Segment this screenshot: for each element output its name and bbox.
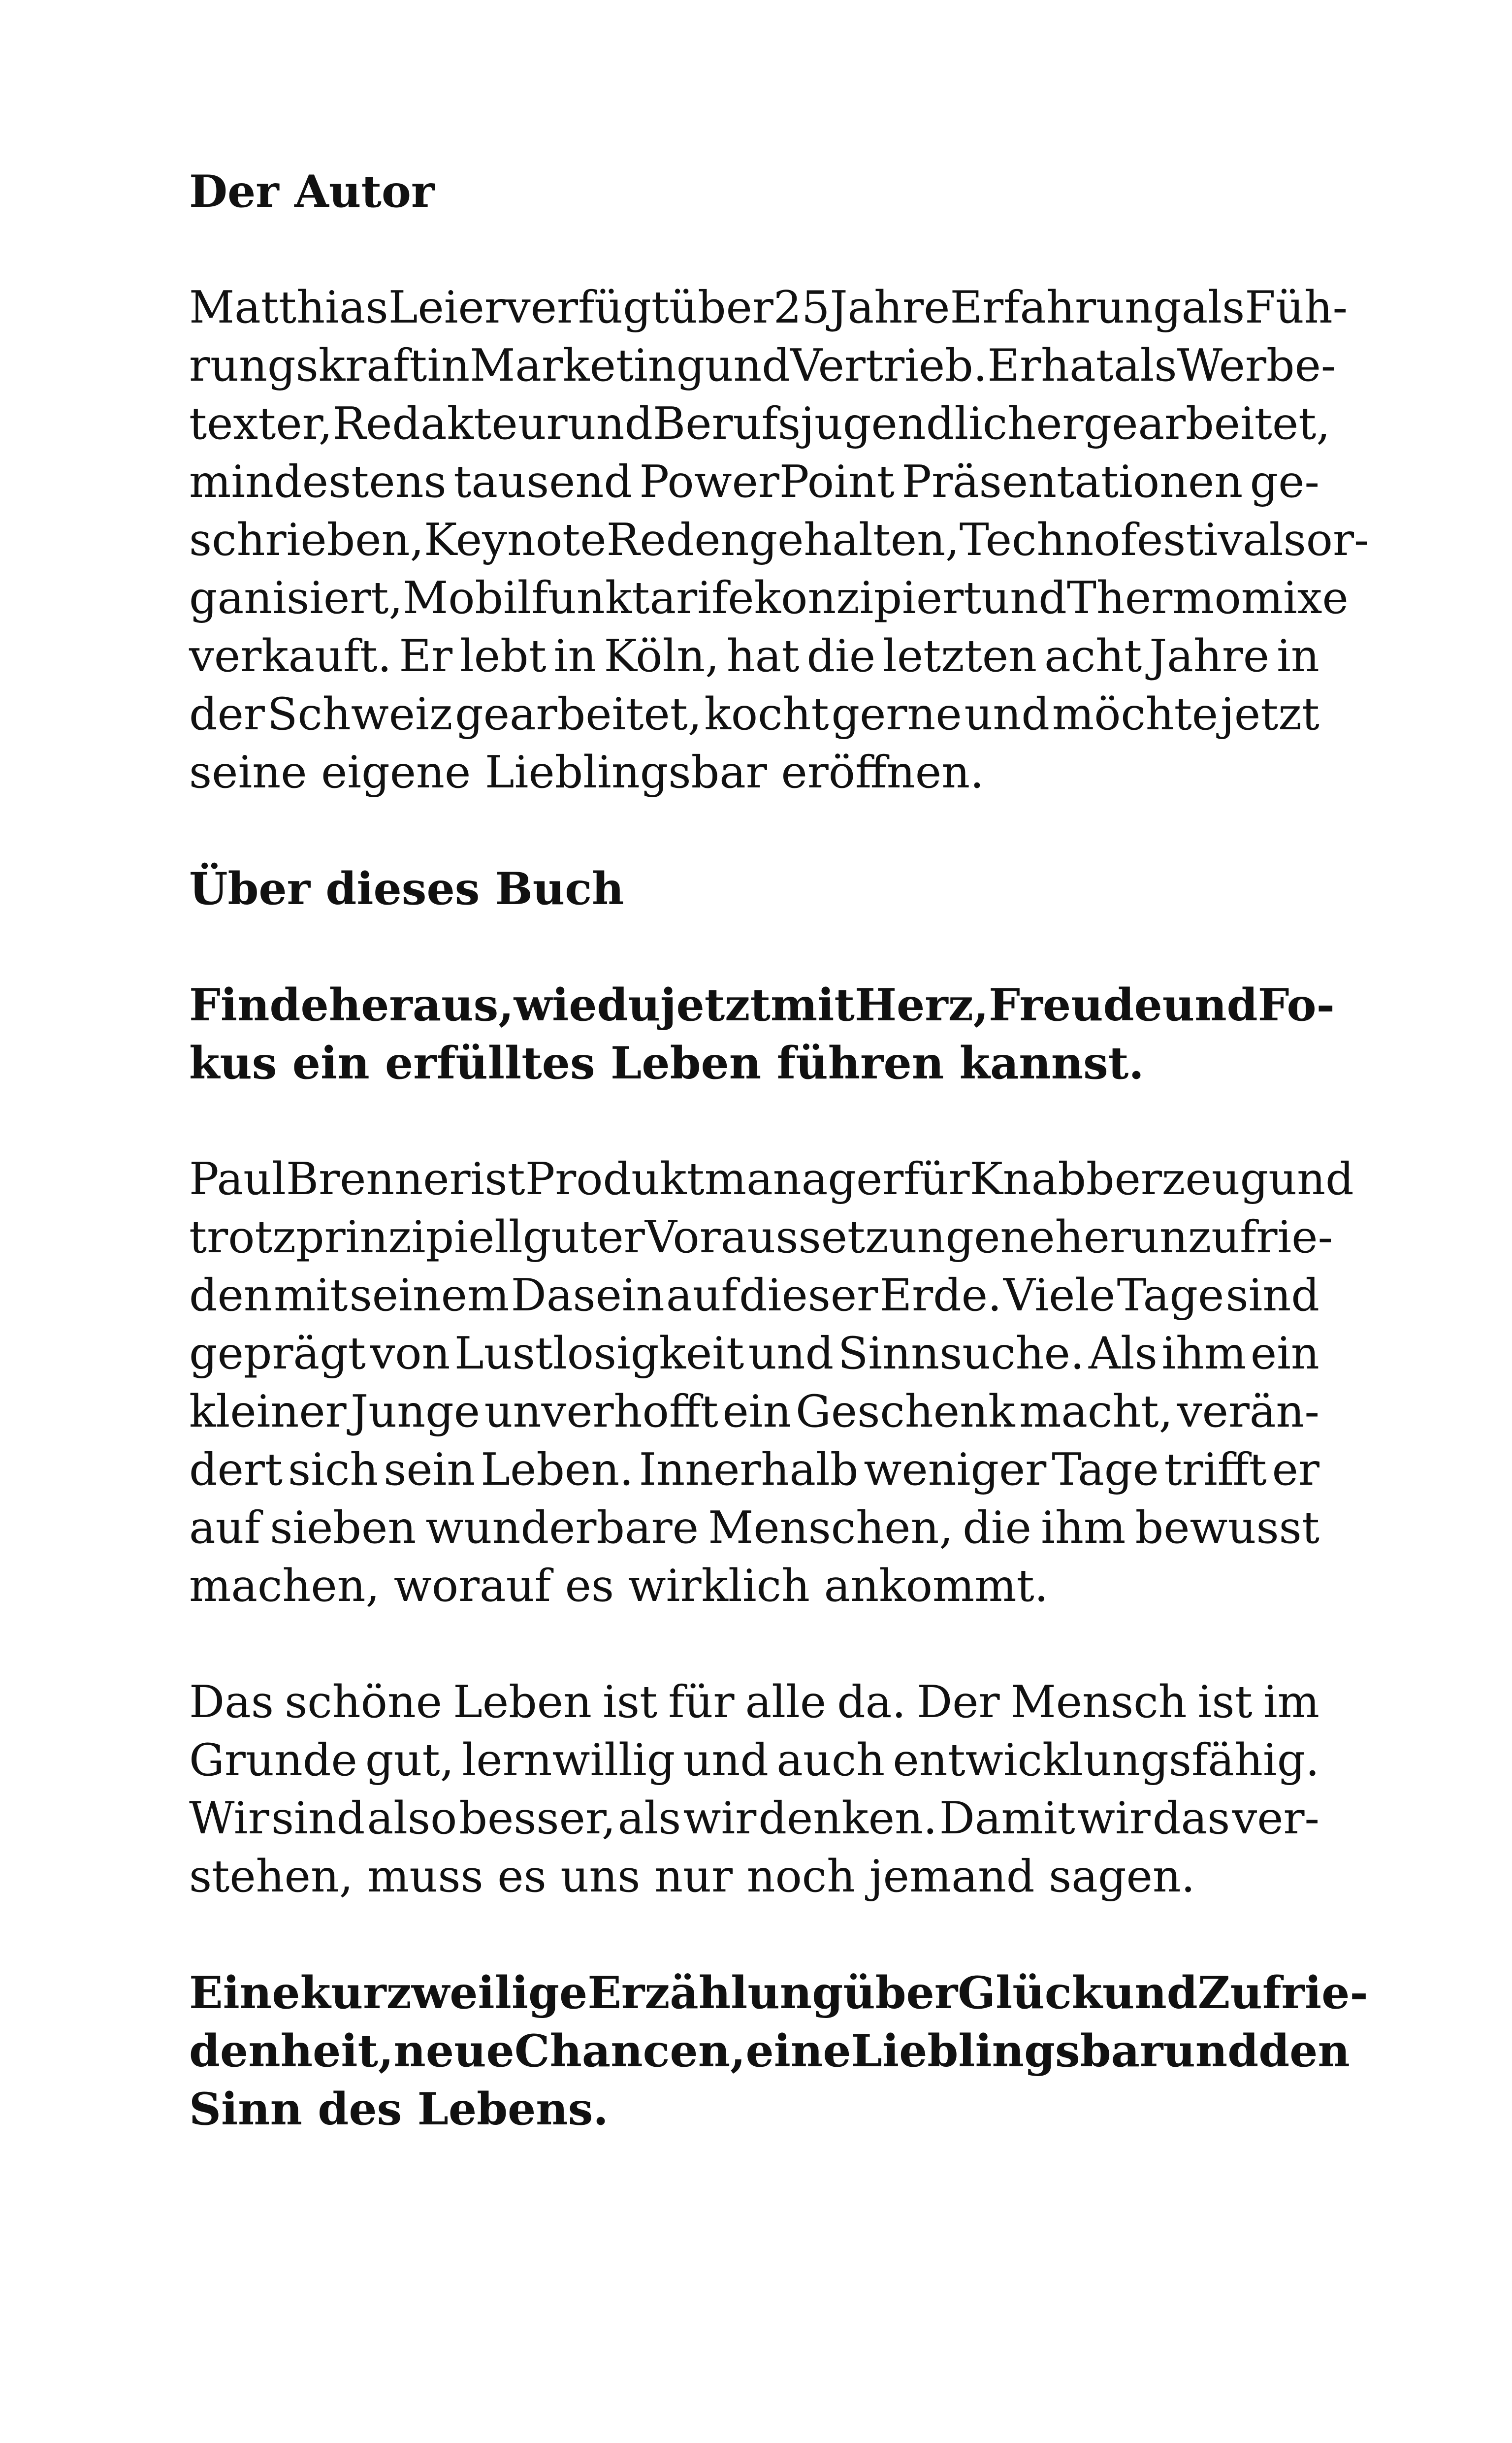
word: gut,: [365, 1734, 454, 1786]
word: sich: [288, 1444, 379, 1496]
word: Grunde: [189, 1734, 357, 1786]
word: entwicklungsfähig.: [893, 1734, 1319, 1786]
word: Lustlosigkeit: [454, 1328, 744, 1379]
text-line: [189, 1673, 1319, 1731]
word: also: [367, 1792, 457, 1844]
word: mit: [770, 979, 855, 1031]
word: Schweiz: [267, 688, 453, 740]
word: das: [1152, 1792, 1230, 1844]
word: tausend: [453, 456, 633, 508]
word: gehalten,: [749, 514, 960, 566]
word: Lieblingsbar: [851, 2025, 1163, 2077]
word: Als: [1088, 1328, 1158, 1379]
word: ge-: [1250, 456, 1319, 508]
text-line: stehen, muss es uns nur noch jemand sagen.: [189, 1851, 1195, 1902]
text-line: machen, worauf es wirklich ankommt.: [189, 1560, 1049, 1612]
word: Innerhalb: [639, 1444, 859, 1496]
word: für: [903, 1153, 970, 1205]
word: Erzählung: [587, 1967, 843, 2019]
word: bewusst: [1135, 1502, 1319, 1554]
word: besser,: [459, 1792, 616, 1844]
word: ihm: [1161, 1328, 1247, 1379]
word: ganisiert,: [189, 572, 403, 624]
word: sind: [1225, 1270, 1319, 1321]
word: alle: [745, 1676, 827, 1728]
word: für: [668, 1676, 735, 1728]
word: über: [669, 282, 773, 333]
book-closing: [189, 1964, 1368, 2138]
text-line: seine eigene Lieblingsbar eröffnen.: [189, 747, 984, 798]
word: möchte: [1052, 688, 1219, 740]
spacer: [189, 1092, 1319, 1150]
word: den: [1258, 2025, 1350, 2077]
word: die: [963, 1502, 1031, 1554]
word: den: [189, 1270, 272, 1321]
word: ist: [470, 1153, 525, 1205]
word: in: [553, 630, 597, 682]
word: Leier: [388, 282, 506, 333]
word: Brenner: [286, 1153, 471, 1205]
word: verkauft.: [189, 630, 392, 682]
word: und: [705, 340, 790, 391]
word: in: [427, 340, 470, 391]
word: als: [1181, 282, 1245, 333]
word: PowerPoint: [639, 456, 895, 508]
word: Matthias: [189, 282, 388, 333]
word: Eine: [189, 1967, 300, 2019]
word: ihm: [1041, 1502, 1126, 1554]
word: da.: [837, 1676, 906, 1728]
word: sieben: [270, 1502, 417, 1554]
text-line: [189, 1208, 1333, 1267]
book-tagline: [189, 976, 1335, 1092]
word: hat: [726, 630, 800, 682]
text-line: [189, 1441, 1319, 1499]
word: in: [1277, 630, 1319, 682]
word: ein: [1250, 1328, 1319, 1379]
book-heading: Über dieses Buch: [189, 863, 624, 915]
word: Er: [399, 630, 453, 682]
word: und: [1102, 1967, 1198, 2019]
word: lernwillig: [462, 1734, 676, 1786]
word: und: [1163, 2025, 1259, 2077]
word: denken.: [758, 1792, 937, 1844]
word: Tage: [1117, 1270, 1224, 1321]
word: kurzweilige: [300, 1967, 588, 2019]
spacer: [189, 221, 1319, 279]
word: Junge: [351, 1386, 481, 1437]
text-line: kus ein erfülltes Leben führen kannst.: [189, 1037, 1144, 1089]
text-line: [189, 627, 1319, 685]
word: seinem: [349, 1270, 510, 1321]
word: Fo-: [1257, 979, 1335, 1031]
word: und: [964, 688, 1050, 740]
word: von: [370, 1328, 450, 1379]
word: als: [617, 1792, 681, 1844]
word: ist: [603, 1676, 658, 1728]
book-description-paragraph-1: [189, 1150, 1354, 1615]
word: trotz: [189, 1211, 296, 1263]
text-line: [189, 1790, 1319, 1848]
word: schrieben,: [189, 514, 424, 566]
word: und: [748, 1328, 834, 1379]
word: mit: [274, 1270, 348, 1321]
word: heraus,: [328, 979, 514, 1031]
word: Knabberzeug: [969, 1153, 1269, 1205]
text-line: [189, 2022, 1350, 2080]
word: Zufrie-: [1197, 1967, 1368, 2019]
spacer: [189, 1906, 1319, 1964]
word: Leben: [453, 1676, 592, 1728]
text-line: [189, 1267, 1319, 1325]
word: Chancen,: [514, 2025, 746, 2077]
word: über: [843, 1967, 958, 2019]
text-line: [189, 279, 1348, 337]
word: Geschenk: [796, 1386, 1015, 1437]
word: rungskraft: [189, 340, 427, 391]
word: or-: [1306, 514, 1369, 566]
word: konzipiert: [754, 572, 982, 624]
word: Freude: [989, 979, 1162, 1031]
word: lebt: [459, 630, 547, 682]
word: letzten: [883, 630, 1037, 682]
word: Er: [987, 340, 1041, 391]
word: prinzipiell: [295, 1211, 523, 1263]
word: verän-: [1177, 1386, 1319, 1437]
text-line: [189, 685, 1319, 744]
text-line: [189, 1325, 1319, 1383]
word: Reden: [606, 514, 749, 566]
word: Keynote: [424, 514, 607, 566]
word: Der: [917, 1676, 1000, 1728]
word: gearbeitet,: [455, 688, 702, 740]
word: Dasein: [511, 1270, 665, 1321]
word: Das: [189, 1676, 274, 1728]
word: eher: [1029, 1211, 1131, 1263]
spacer: [189, 1615, 1319, 1673]
word: trifft: [1164, 1444, 1267, 1496]
word: unzufrie-: [1130, 1211, 1333, 1263]
word: jetzt: [660, 979, 771, 1031]
word: der: [189, 688, 265, 740]
word: neue: [393, 2025, 515, 2077]
word: mindestens: [189, 456, 447, 508]
word: sein: [384, 1444, 476, 1496]
word: acht: [1044, 630, 1142, 682]
word: verfügt: [505, 282, 670, 333]
word: sind: [271, 1792, 365, 1844]
word: wunderbare: [425, 1502, 699, 1554]
word: Produktmanager: [525, 1153, 904, 1205]
word: 25: [773, 282, 830, 333]
word: guter: [522, 1211, 645, 1263]
author-heading: Der Autor: [189, 165, 435, 218]
text-line: [189, 1964, 1368, 2022]
word: Marketing: [470, 340, 705, 391]
word: jetzt: [1221, 688, 1319, 740]
word: Erde.: [879, 1270, 1002, 1321]
word: Präsentationen: [901, 456, 1243, 508]
word: ist: [1197, 1676, 1253, 1728]
text-line: [189, 1499, 1319, 1557]
word: Leben.: [481, 1444, 634, 1496]
word: Damit: [939, 1792, 1075, 1844]
word: eine: [745, 2025, 851, 2077]
spacer: [189, 802, 1319, 860]
word: Glück: [958, 1967, 1102, 2019]
word: texter,: [189, 398, 333, 450]
word: Voraussetzungen: [644, 1211, 1029, 1263]
text-line: [189, 1150, 1354, 1208]
word: Wir: [189, 1792, 269, 1844]
text-line: [189, 395, 1331, 453]
word: geprägt: [189, 1328, 366, 1379]
word: Finde: [189, 979, 329, 1031]
word: gearbeitet,: [1083, 398, 1331, 450]
word: und: [1162, 979, 1258, 1031]
word: Erfahrung: [950, 282, 1182, 333]
word: unverhofft: [484, 1386, 718, 1437]
word: Mensch: [1010, 1676, 1187, 1728]
word: dieser: [739, 1270, 878, 1321]
text-line: [189, 976, 1335, 1034]
word: wir: [683, 1792, 757, 1844]
word: die: [806, 630, 876, 682]
word: und: [567, 398, 653, 450]
word: er: [1272, 1444, 1319, 1496]
spacer: [189, 918, 1319, 976]
word: Technofestivals: [959, 514, 1306, 566]
word: Paul: [189, 1153, 286, 1205]
word: gerne: [831, 688, 962, 740]
text-line: [189, 569, 1349, 627]
word: schöne: [285, 1676, 443, 1728]
text-line: [189, 453, 1319, 511]
book-page: [189, 163, 1369, 2138]
word: wir: [1077, 1792, 1151, 1844]
word: dert: [189, 1444, 283, 1496]
word: Redakteur: [332, 398, 568, 450]
word: und: [683, 1734, 769, 1786]
word: Mobilfunktarife: [403, 572, 754, 624]
word: Köln,: [604, 630, 719, 682]
word: Jahre: [1149, 630, 1270, 682]
text-line: Sinn des Lebens.: [189, 2083, 609, 2135]
word: auf: [666, 1270, 738, 1321]
word: Menschen,: [708, 1502, 954, 1554]
author-bio: [189, 279, 1369, 802]
word: im: [1263, 1676, 1319, 1728]
word: denheit,: [189, 2025, 394, 2077]
word: ver-: [1232, 1792, 1319, 1844]
word: kocht: [704, 688, 829, 740]
text-line: [189, 337, 1336, 395]
word: hat: [1041, 340, 1114, 391]
word: auch: [776, 1734, 885, 1786]
word: Sinnsuche.: [837, 1328, 1085, 1379]
word: macht,: [1019, 1386, 1173, 1437]
word: Vertrieb.: [790, 340, 988, 391]
word: du: [597, 979, 660, 1031]
text-line: [189, 1731, 1319, 1790]
book-description-paragraph-2: [189, 1673, 1319, 1906]
word: als: [1113, 340, 1177, 391]
word: Berufsjugendlicher: [653, 398, 1084, 450]
word: Füh-: [1245, 282, 1348, 333]
word: weniger: [864, 1444, 1047, 1496]
word: Herz,: [854, 979, 989, 1031]
word: auf: [189, 1502, 260, 1554]
word: Tage: [1052, 1444, 1159, 1496]
word: Jahre: [830, 282, 950, 333]
word: wie: [514, 979, 597, 1031]
word: und: [981, 572, 1067, 624]
word: Thermomixe: [1066, 572, 1349, 624]
word: Werbe-: [1177, 340, 1336, 391]
text-line: [189, 1383, 1319, 1441]
word: und: [1268, 1153, 1354, 1205]
word: kleiner: [189, 1386, 347, 1437]
word: Viele: [1003, 1270, 1116, 1321]
word: ein: [722, 1386, 792, 1437]
text-line: [189, 511, 1369, 569]
